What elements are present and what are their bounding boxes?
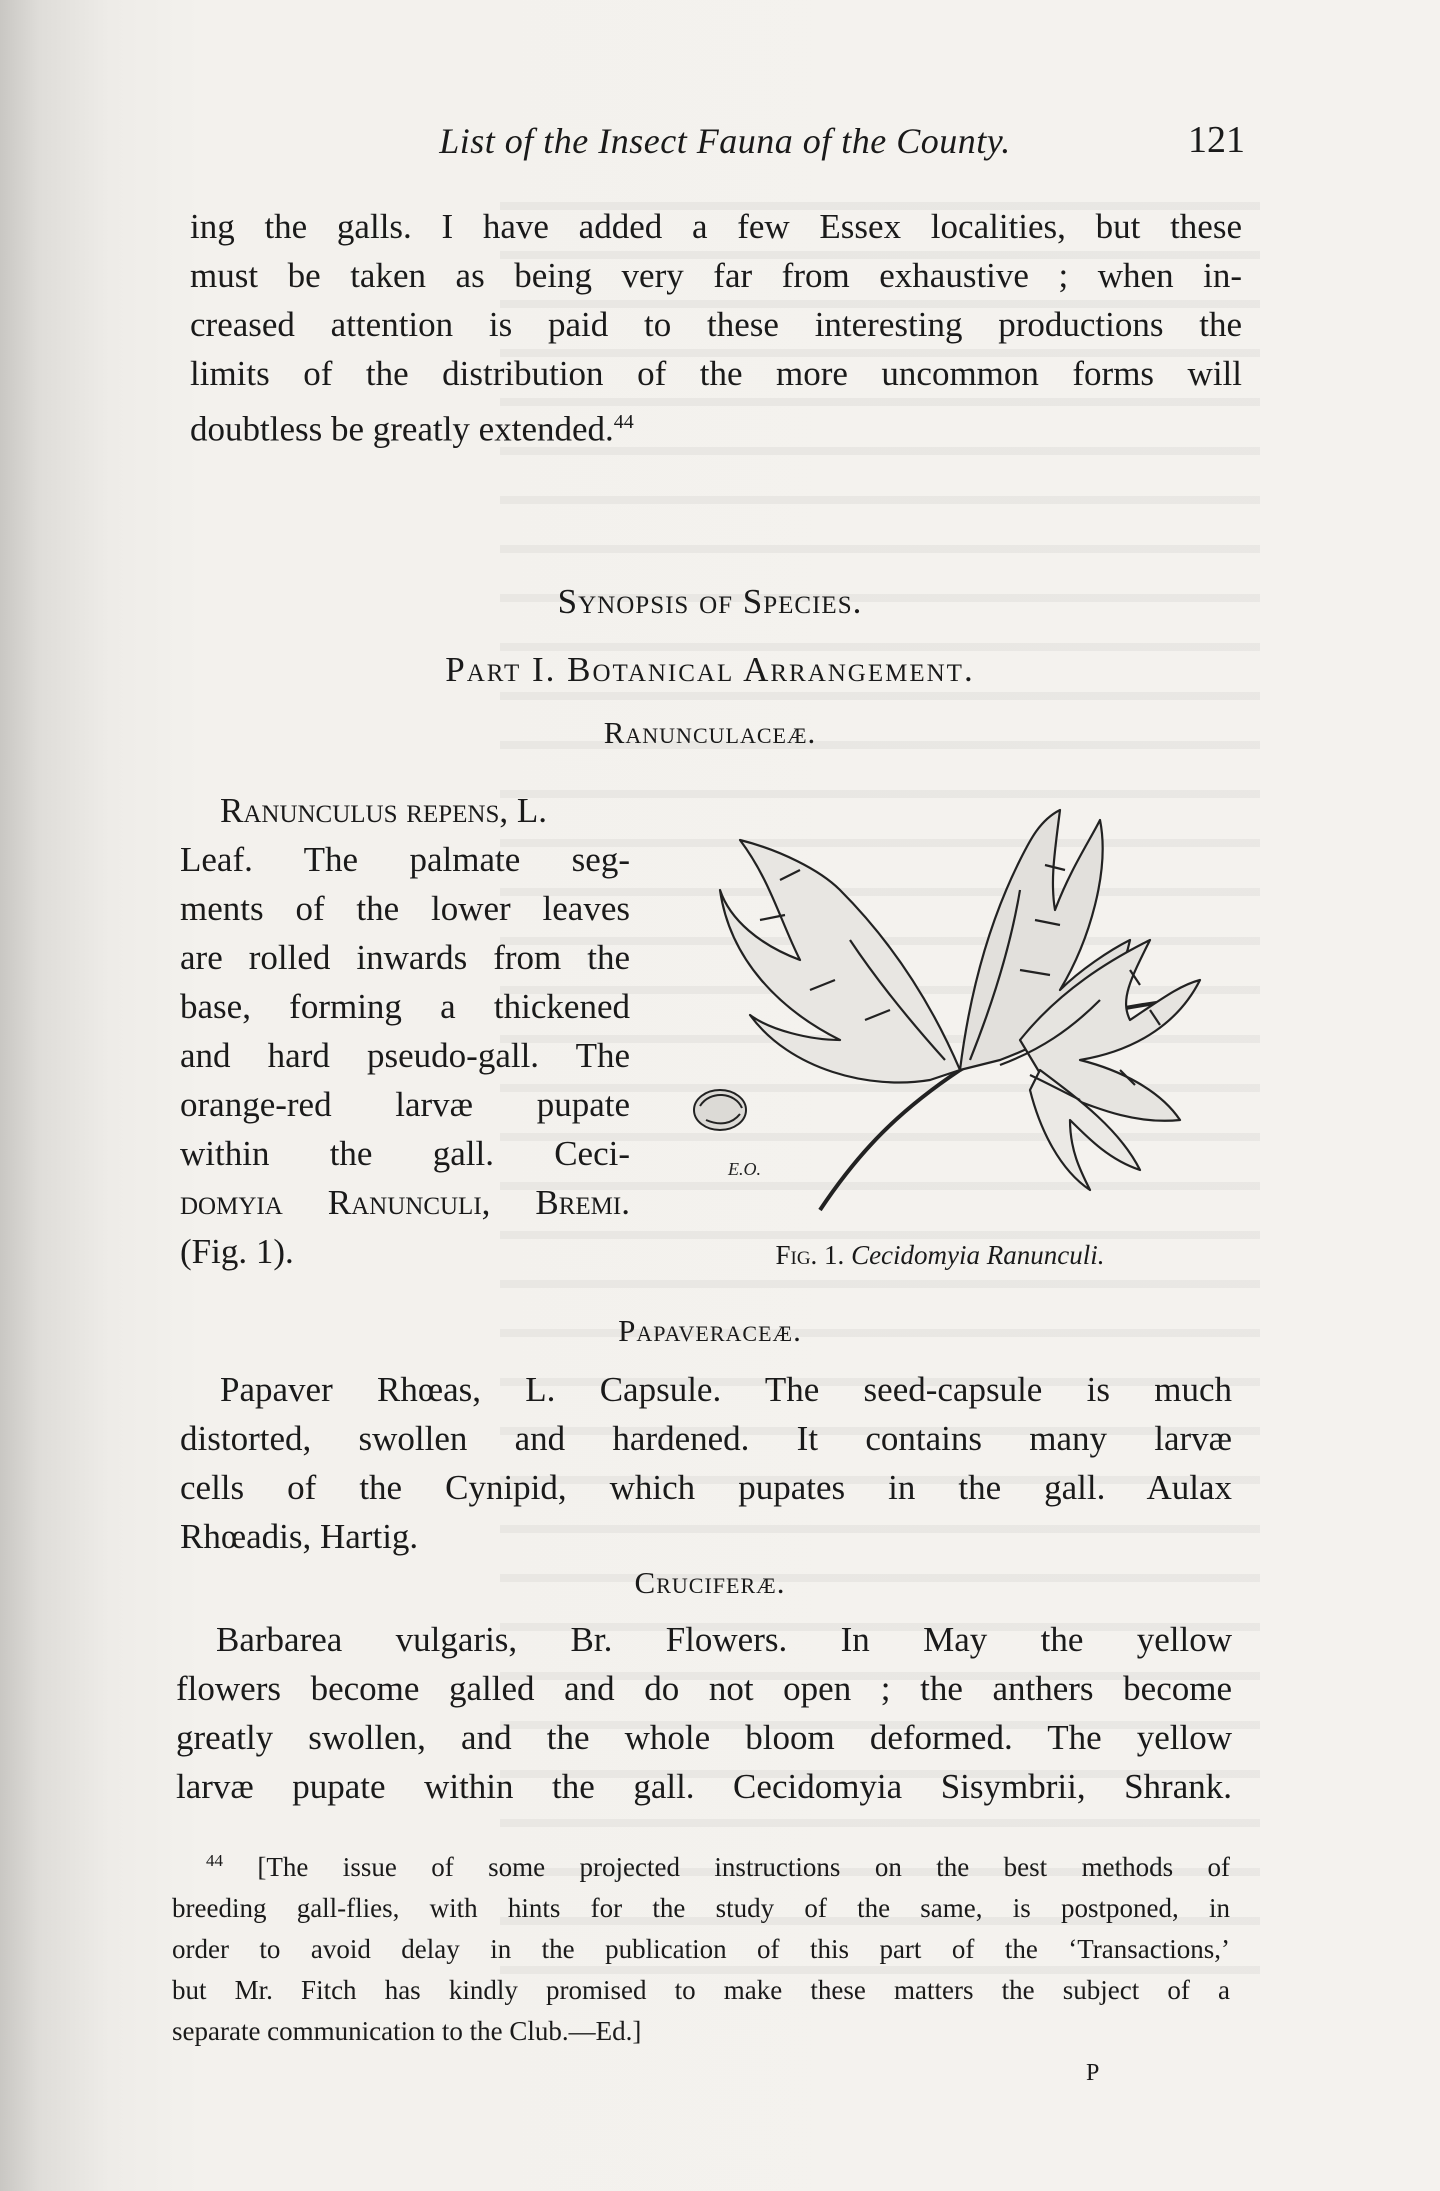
- text-line: limits of the distribution of the more uncommon forms will: [190, 354, 1242, 393]
- illustrator-initials: E.O.: [728, 1159, 761, 1179]
- text-line: larvæ pupate within the gall. Cecidomyia Sisymbrii, Shrank.: [176, 1767, 1232, 1806]
- footnote-reference: 44: [613, 411, 634, 433]
- synopsis-heading: Synopsis of Species.: [557, 582, 863, 621]
- intro-paragraph: [190, 202, 1242, 454]
- text-line: must be taken as being very far from exhaustive ; when in-: [190, 256, 1242, 295]
- family-heading-papaveraceae: Papaveraceæ.: [618, 1313, 802, 1348]
- text-line: flowers become galled and do not open ; the anthers become: [176, 1669, 1232, 1708]
- footnote: [172, 1840, 1230, 2052]
- text-line: within the gall. Ceci-: [180, 1134, 630, 1173]
- plant-name: Ranunculus repens, L.: [220, 791, 547, 830]
- figure-caption: [715, 1240, 1165, 1271]
- part-heading: Part I. Botanical Arrangement.: [445, 650, 975, 689]
- text-line: ments of the lower leaves: [180, 889, 630, 928]
- family-heading-cruciferae: Cruciferæ.: [634, 1565, 786, 1600]
- text-line: cells of the Cynipid, which pupates in the gall. Aulax: [180, 1468, 1232, 1507]
- footnote-line: breeding gall-flies, with hints for the study of the same, is postponed, in: [172, 1893, 1230, 1923]
- running-title: List of the Insect Fauna of the County.: [439, 121, 1011, 161]
- text-line: and hard pseudo-gall. The: [180, 1036, 630, 1075]
- page-number: 121: [1188, 119, 1245, 161]
- figure-reference: (Fig. 1).: [180, 1232, 294, 1271]
- footnote-text: [The issue of some projected instructions on the best methods of: [257, 1852, 1230, 1882]
- papaver-entry: [180, 1365, 1232, 1561]
- ranunculus-leaf-gall-illustration: [660, 770, 1220, 1230]
- text-line: greatly swollen, and the whole bloom deformed. The yellow: [176, 1718, 1232, 1757]
- barbarea-entry: [176, 1615, 1232, 1811]
- text-line: ing the galls. I have added a few Essex localities, but these: [190, 207, 1242, 246]
- text-line: Papaver Rhœas, L. Capsule. The seed-capsule is much: [220, 1370, 1232, 1409]
- text-line: orange-red larvæ pupate: [180, 1085, 630, 1124]
- text-line: domyia Ranunculi, Bremi.: [180, 1183, 630, 1222]
- signature-mark: P: [1086, 2060, 1100, 2086]
- text-line-end: doubtless be greatly extended.: [190, 409, 614, 449]
- text-line: base, forming a thickened: [180, 987, 630, 1026]
- footnote-line: but Mr. Fitch has kindly promised to make these matters the subject of a: [172, 1975, 1230, 2005]
- footnote-line: order to avoid delay in the publication of this part of the ‘Transactions,’: [172, 1934, 1230, 1964]
- footnote-marker: 44: [206, 1851, 223, 1870]
- text-line: [190, 398, 1242, 454]
- text-line: distorted, swollen and hardened. It contains many larvæ: [180, 1419, 1232, 1458]
- ranunculus-entry: [180, 786, 630, 1276]
- family-heading-ranunculaceae: Ranunculaceæ.: [603, 715, 817, 750]
- figure-name: Cecidomyia Ranunculi.: [851, 1240, 1105, 1270]
- figure-label: Fig. 1.: [775, 1240, 845, 1270]
- text-line: Barbarea vulgaris, Br. Flowers. In May the yellow: [216, 1620, 1232, 1659]
- footnote-line: [172, 1840, 1230, 1888]
- text-line: Leaf. The palmate seg-: [180, 840, 630, 879]
- text-line: are rolled inwards from the: [180, 938, 630, 977]
- footnote-line: separate communication to the Club.—Ed.]: [172, 2016, 642, 2046]
- text-line: Rhœadis, Hartig.: [180, 1517, 419, 1556]
- text-line: creased attention is paid to these interesting productions the: [190, 305, 1242, 344]
